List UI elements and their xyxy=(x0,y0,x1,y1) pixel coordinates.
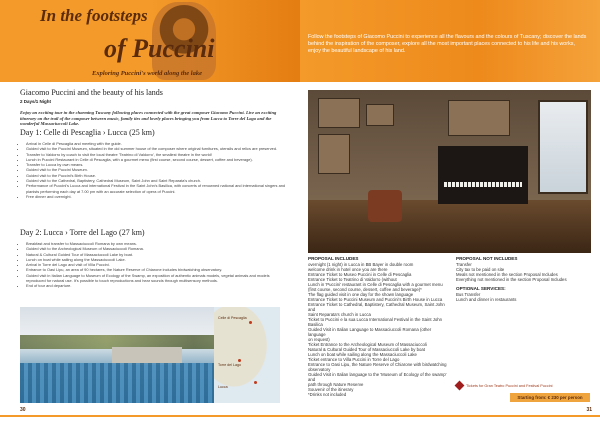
page-number-right: 31 xyxy=(586,407,592,413)
footer-rule xyxy=(300,415,600,417)
list-item: observatory xyxy=(308,367,331,372)
banner-subtitle: Exploring Puccini's world along the lake xyxy=(92,70,202,77)
price-note-text: Tickets for Gran Teatro Puccini and Festival Puccini xyxy=(466,383,553,388)
list-item: welcome drink in hotel once you are there xyxy=(308,267,388,272)
map-marker xyxy=(249,321,252,324)
route-map xyxy=(214,307,280,403)
map-marker xyxy=(254,381,257,384)
list-item: • Lunch in Puccini Restaurant in Celle di Pescaglia, with a gourmet menu (first course, second course, dessert, coffee and beverage). xyxy=(26,157,290,162)
photo-chair xyxy=(368,190,402,222)
list-item: • Guided visit in Italian Language to Museum of Ecology of the Swamp, an exposition of authentic animals models, vegetal animals and models reproduced for natural use. It's possible to touch reproductions and hear sounds through multisensory methods. xyxy=(26,273,290,284)
list-item: Guided Visit in Italian language to the 'Museum of Ecology of the swamp' and xyxy=(308,372,447,382)
left-banner xyxy=(0,0,300,82)
list-item: Bus Transfer xyxy=(456,292,481,297)
price-box: Starting from: € 230 per person xyxy=(510,393,590,402)
list-item: Ticket entrance to Villa Puccini in Torre del Lago xyxy=(308,357,400,362)
list-item: • Free dinner and overnight. xyxy=(26,194,290,199)
list-item: Basilica xyxy=(308,322,323,327)
list-item: The flag guided visit in one day for the shown language xyxy=(308,292,414,297)
list-item: • Performance of Puccini's Lucca and international Festival in the Saint John's Basilica, with concerts of renowned national and international singers and pianists performing each day at 7.00 pm with an accurate selection of opera of Puccini. xyxy=(26,183,290,194)
list-item: • End of tour and departure. xyxy=(26,283,290,288)
list-item: Entrance Ticket to Teatrino di Valdorro (without xyxy=(308,277,397,282)
list-item: Ticket to Puccini e la sua Lucca International Festival in the Saint John xyxy=(308,317,443,322)
list-item: Lunch and dinner in restaurants xyxy=(456,297,517,302)
list-item: • Guided visit to the Puccini Museum. xyxy=(26,167,290,172)
footer-rule xyxy=(0,415,300,417)
list-item: • Arrival in Celle di Pescaglia and meeting with the guide. xyxy=(26,141,290,146)
included-column xyxy=(308,256,448,397)
list-item: • Transfer to Lucca by own means. xyxy=(26,162,290,167)
list-item: Souvenir of the itinerary xyxy=(308,387,354,392)
list-item: Saint Reparata's church in Lucca xyxy=(308,312,371,317)
list-item: Lunch on boat while sailing along the Massaciuccoli Lake xyxy=(308,352,417,357)
photo-floor xyxy=(308,200,591,253)
list-item: on request) xyxy=(308,337,330,342)
list-item: Lunch in 'Puccini' restaurant in Celle di Pescaglia with a gourmet menu xyxy=(308,282,443,287)
list-item: • Breakfast and transfer to Massaciuccoli Romana by own means. xyxy=(26,241,290,246)
photo-piano xyxy=(438,146,528,204)
map-marker xyxy=(238,359,241,362)
title-line-1: In the footsteps xyxy=(40,6,148,25)
list-item: overnight (1 night) in Lucca in BB Bayer in double room xyxy=(308,262,414,267)
list-item: • Guided visit to the Archeological Museum of Massaciuccoli Romana. xyxy=(26,246,290,251)
list-item: Guided Visit in Italian Language to Massaciuccoli Romana (other language xyxy=(308,327,432,337)
photo-frame xyxy=(318,98,360,128)
page-number-left: 30 xyxy=(20,407,26,413)
right-banner xyxy=(300,0,600,82)
list-item: path through Nature Reserve xyxy=(308,382,364,387)
not-included-heading: PROPOSAL NOT INCLUDES xyxy=(456,256,518,261)
list-item: • Guided visit to the Puccini's Birth House. xyxy=(26,173,290,178)
tour-intro: Enjoy an exciting tour in the charming Tuscany following places connected with the great composer Giacomo Puccini. Live an exciting itinerary on the trail of the composer between music, family ties and lovely places bringing you from Lucca to Torre del Lago and the wonderful Massaciuccoli Lake. xyxy=(20,110,277,127)
list-item: • Transfer to Valdorro by coach to visit the local theatre 'Teatrino di Valdorro', the smallest theatre in the world! xyxy=(26,152,290,157)
day2-heading: Day 2: Lucca › Torre del Lago (27 km) xyxy=(20,228,145,237)
list-item: • Lunch on boat while sailing along the Massaciuccoli Lake. xyxy=(26,257,290,262)
list-item: City tax to be paid on site xyxy=(456,267,505,272)
photo-frame xyxy=(366,104,394,126)
day2-list xyxy=(20,241,290,289)
list-item: *Drinks not included xyxy=(308,392,347,397)
photo-frame xyxy=(448,100,510,136)
included-heading: PROPOSAL INCLUDES xyxy=(308,256,359,261)
list-item: Entrance Ticket to Cathedral, Baptistery, Cathedral Museum, Saint John and xyxy=(308,302,445,312)
photo-window xyxy=(538,100,588,194)
right-page xyxy=(300,0,600,424)
list-item: Natural & Cultural Guided Tour of Massaciuccoli Lake by boat xyxy=(308,347,425,352)
list-item: Transfer xyxy=(456,262,472,267)
list-item: • Guided visit to the Cathedral, Baptistery, Cathedral Museum, Saint John and Saint Reparata's church. xyxy=(26,178,290,183)
list-item: Entrance to Oasi Lipu, the Nature Reserve of Chiarone with birdwatching xyxy=(308,362,447,367)
banner-text: Follow the footsteps of Giacomo Puccini to experience all the flavours and the colours of Tuscany; discover the lands behind the inspiration of the composer, explore all the most important places connected to his life and his works, enjoy the beautiful landscape of his land. xyxy=(308,34,587,55)
photo-frame xyxy=(318,134,350,174)
tour-duration: 2 Days/1 Night xyxy=(20,99,52,104)
list-item: • Arrival in Torre del Lago and visit of Villa Puccini. xyxy=(26,262,290,267)
title-line-2: of Puccini xyxy=(104,34,215,63)
not-included-column xyxy=(456,256,596,302)
list-item: • Guided visit to the Puccini Museum, situated in the old summer house of the composer where original furnitures, utensils and relics are preserved. xyxy=(26,146,290,151)
list-item: Entrance Ticket to Puccini Museum and Puccini's Birth House in Lucca xyxy=(308,297,443,302)
list-item: Meals not mentioned in the section Proposal Includes xyxy=(456,272,558,277)
price-note xyxy=(456,382,586,389)
photo-piano-keys xyxy=(444,182,522,187)
list-item: (first course, second course, dessert, coffee and beverage)* xyxy=(308,287,422,292)
puccini-villa-interior-photo xyxy=(308,90,591,253)
list-item: Entrance Ticket to Museo Puccini in Celle di Pescaglia xyxy=(308,272,412,277)
list-item: Everything not mentioned in the section Proposal Includes xyxy=(456,277,567,282)
day1-heading: Day 1: Celle di Pescaglia › Lucca (25 km) xyxy=(20,128,155,137)
map-label-torre: Torre del Lago xyxy=(218,363,241,367)
list-item: • Entrance to Oasi Lipu, an area of 90 hectares, the Nature Reserve of Chiarone includes birdwatching observatory. xyxy=(26,267,290,272)
map-label-lucca: Lucca xyxy=(218,385,228,389)
day1-list xyxy=(20,141,290,199)
optional-heading: OPTIONAL SERVICES: xyxy=(456,286,506,291)
tour-heading: Giacomo Puccini and the beauty of his lands xyxy=(20,88,163,97)
heart-icon xyxy=(455,381,465,391)
list-item: • Natural & Cultural Guided Tour of Massaciuccoli Lake by boat. xyxy=(26,252,290,257)
list-item: Ticket Entrance to the Archeological Museum of Massaciuccoli xyxy=(308,342,427,347)
map-label-celle: Celle di Pescaglia xyxy=(218,316,247,320)
